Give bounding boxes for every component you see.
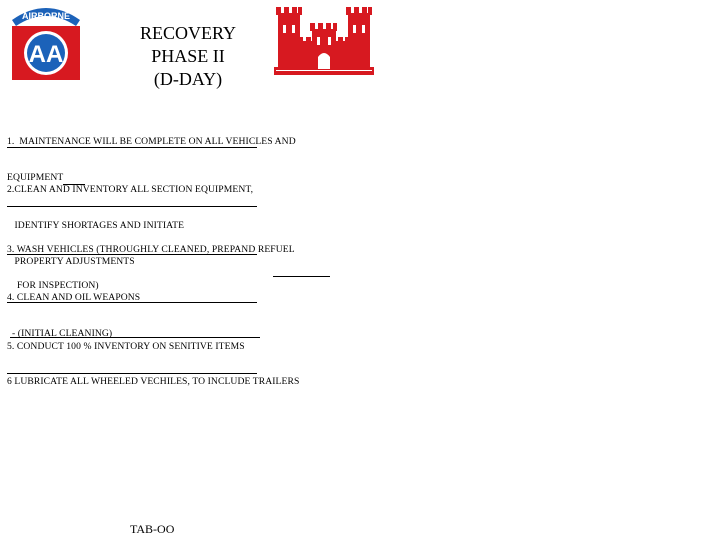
page-title xyxy=(120,22,256,91)
item-4-line-2: - (INITIAL CLEANING) xyxy=(7,328,113,339)
engineer-castle-icon xyxy=(274,3,374,77)
item-3-line-2: FOR INSPECTION) xyxy=(7,280,99,291)
item-6-line-1: 6 LUBRICATE ALL WHEELED VECHILES, TO INCLUDE TRAILERS xyxy=(7,376,300,387)
title-line-3: (D-DAY) xyxy=(153,69,223,89)
divider xyxy=(7,373,257,374)
divider xyxy=(7,147,257,148)
list-item xyxy=(7,352,299,400)
airborne-patch-logo xyxy=(8,2,84,82)
divider xyxy=(7,302,257,303)
title-line-1: RECOVERY xyxy=(139,23,236,43)
item-2-line-2: IDENTIFY SHORTAGES AND INITIATE xyxy=(7,220,185,231)
airborne-tab-text: AIRBORNE xyxy=(21,11,71,21)
divider xyxy=(10,337,260,338)
footer-tab-label: TAB-OO xyxy=(130,522,175,536)
title-line-2: PHASE II xyxy=(151,46,225,66)
item-1-equipment: EQUIPMENT xyxy=(7,172,64,183)
divider xyxy=(7,254,257,255)
item-2-line-3: PROPERTY ADJUSTMENTS xyxy=(7,256,135,267)
item-3-line-1: 3. WASH VEHICLES (THROUGHLY CLEANED, PREPAND REFUEL xyxy=(7,244,295,255)
item-1-line-1: 1. MAINTENANCE WILL BE COMPLETE ON ALL VEHICLES AND xyxy=(7,136,296,147)
airborne-letters: AA xyxy=(28,41,64,68)
item-4-line-1: 4. CLEAN AND OIL WEAPONS xyxy=(7,292,141,303)
signoff-blank xyxy=(273,276,330,277)
item-5-line-1: 5. CONDUCT 100 % INVENTORY ON SENITIVE ITEMS xyxy=(7,341,245,352)
item-2-line-1: 2.CLEAN AND INVENTORY ALL SECTION EQUIPMENT, xyxy=(7,184,254,195)
divider xyxy=(7,206,257,207)
